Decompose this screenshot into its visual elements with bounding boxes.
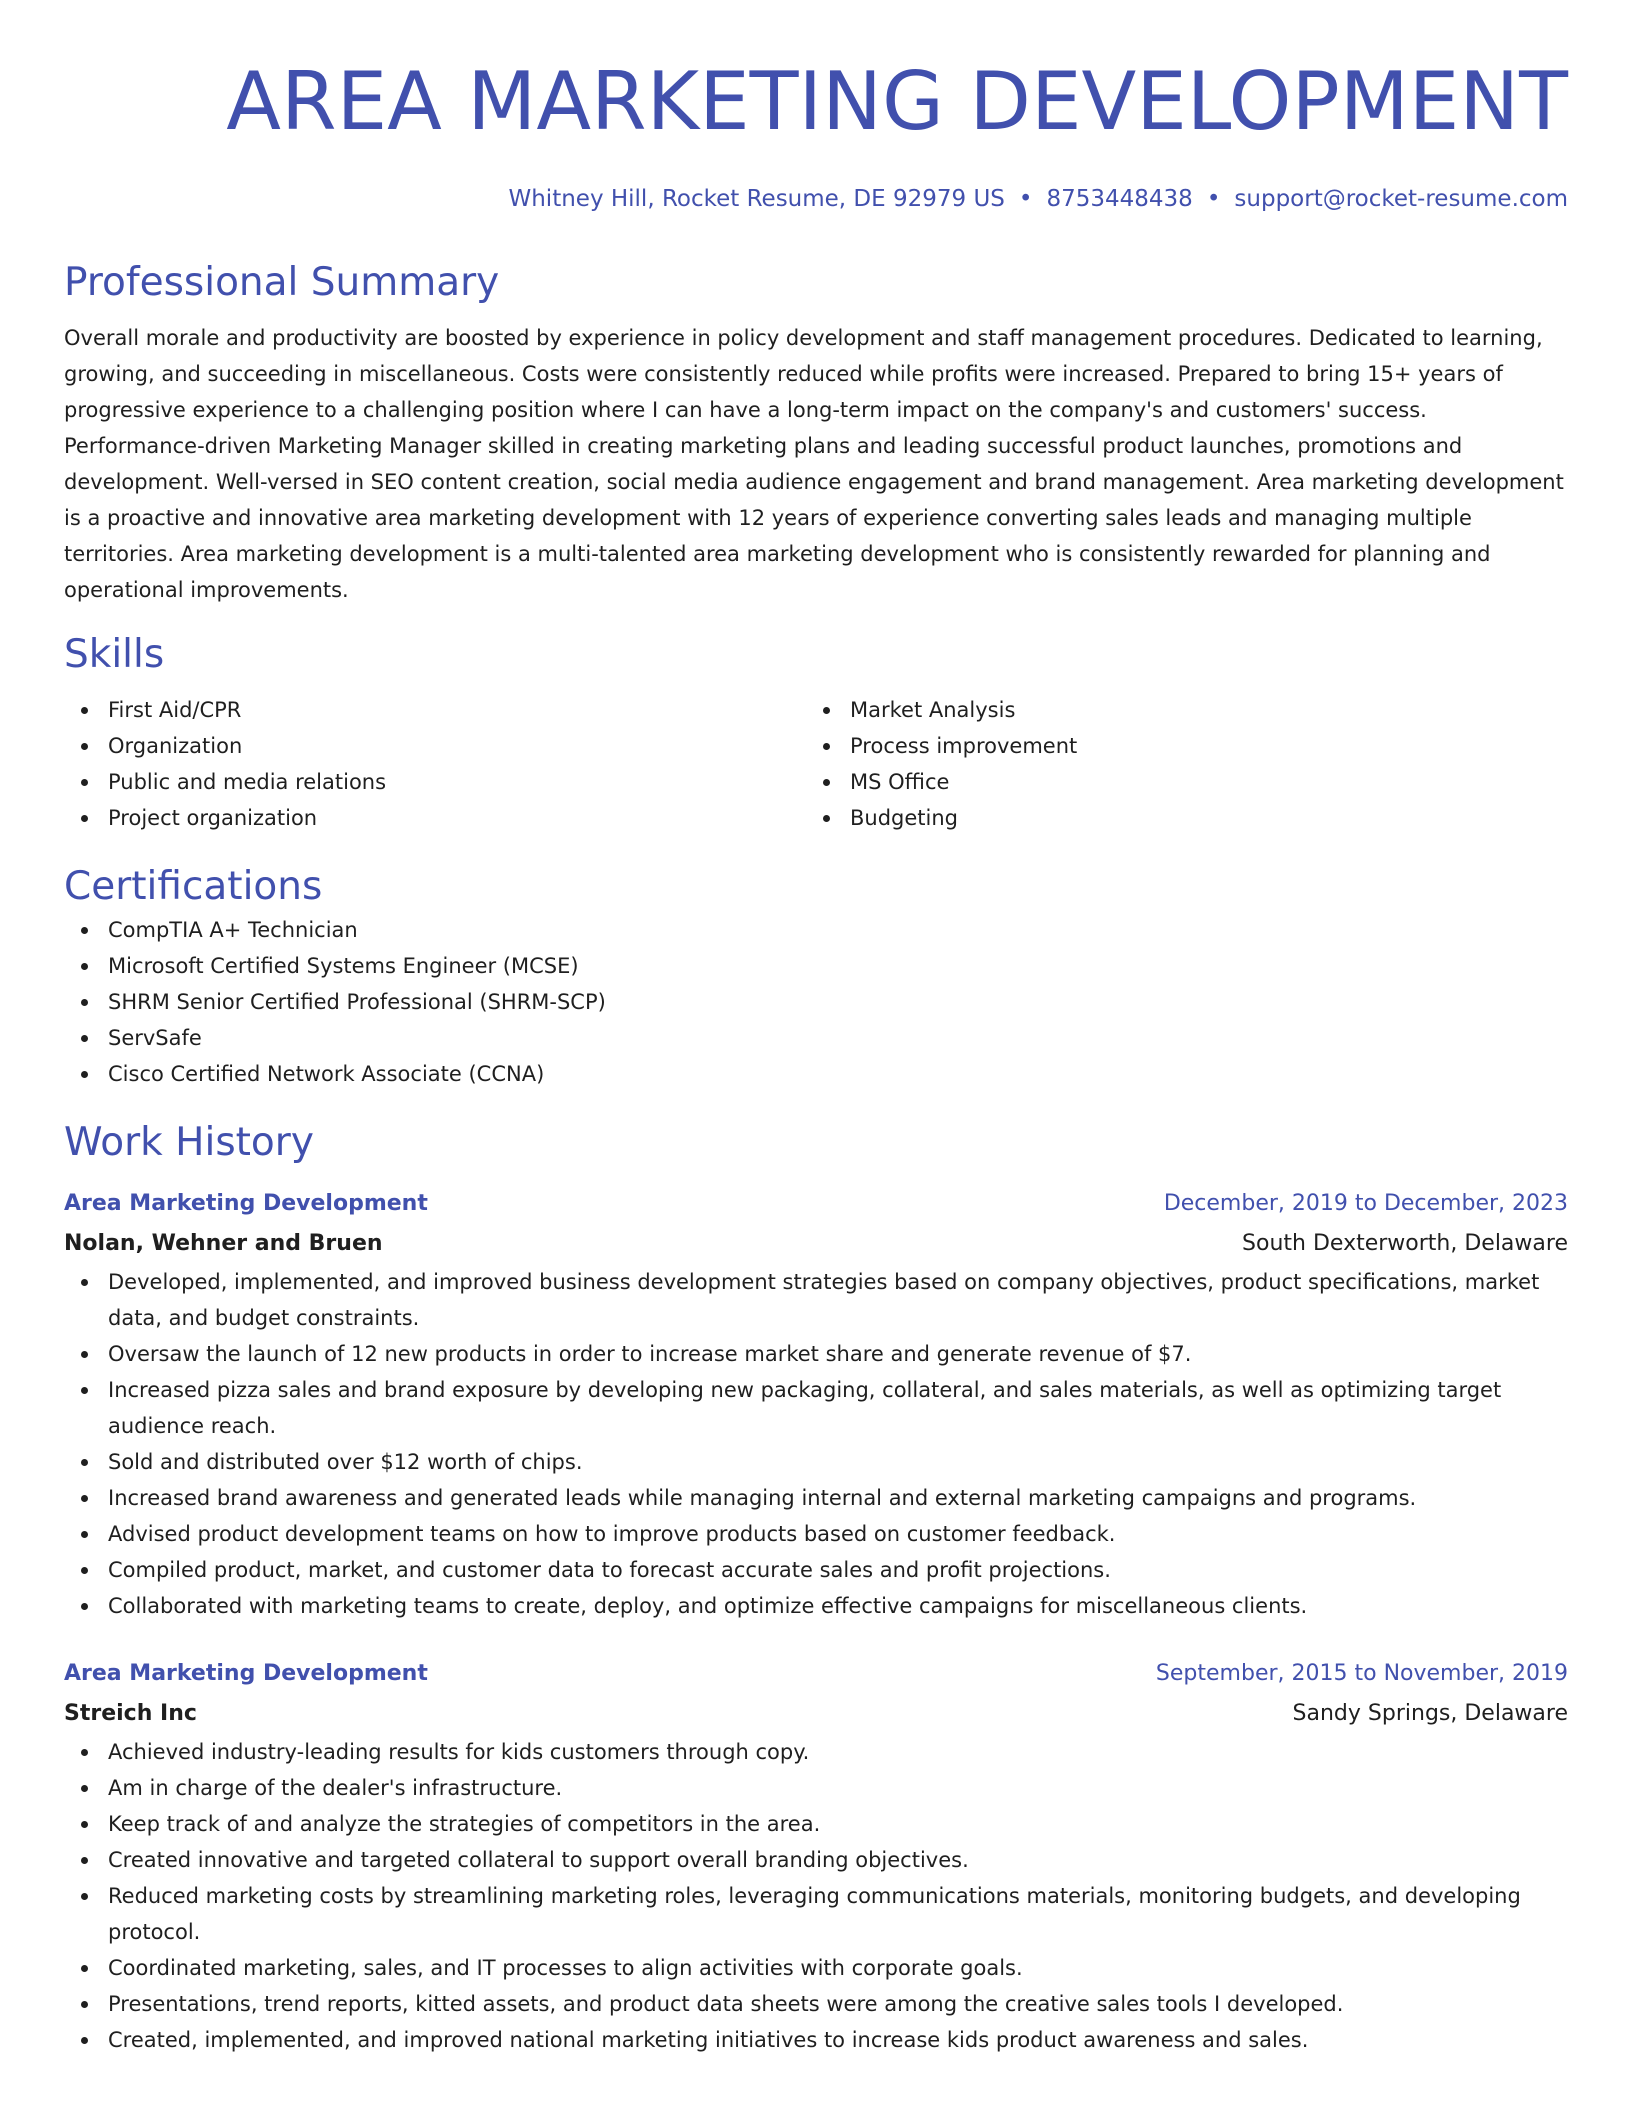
job-duty-item: Collaborated with marketing teams to create, deploy, and optimize effective campaigns for miscellaneous clients. (108, 1588, 1568, 1624)
job-duty-item: Created innovative and targeted collateral to support overall branding objectives. (108, 1842, 1568, 1878)
resume-header (64, 0, 1568, 216)
job-duty-item: Reduced marketing costs by streamlining marketing roles, leveraging communications materials, monitoring budgets, and developing protocol. (108, 1878, 1568, 1950)
job-duty-item: Compiled product, market, and customer data to forecast accurate sales and profit projections. (108, 1552, 1568, 1588)
job-company-row (64, 1694, 1568, 1734)
skill-item: First Aid/CPR (108, 692, 806, 728)
certification-item: Microsoft Certified Systems Engineer (MCSE) (108, 948, 1568, 984)
job-title: Area Marketing Development (64, 1661, 428, 1686)
job-duty-item: Presentations, trend reports, kitted assets, and product data sheets were among the creative sales tools I developed. (108, 1986, 1568, 2022)
job-title-row (64, 1184, 1568, 1224)
job-duty-item: Increased brand awareness and generated leads while managing internal and external marketing campaigns and programs. (108, 1480, 1568, 1516)
job-company: Streich Inc (64, 1701, 197, 1726)
contact-phone: 8753448438 (1046, 186, 1193, 212)
certification-item: Cisco Certified Network Associate (CCNA) (108, 1056, 1568, 1092)
contact-line (64, 182, 1568, 216)
job-location: South Dexterworth, Delaware (1242, 1231, 1568, 1256)
certification-item: ServSafe (108, 1020, 1568, 1056)
skills-list-left (64, 692, 806, 836)
job-duty-item: Developed, implemented, and improved business development strategies based on company objectives, product specifications, market data, and budget constraints. (108, 1264, 1568, 1336)
summary-text: Overall morale and productivity are boosted by experience in policy development and staff management procedures. Dedicated to learning, growing, and succeeding in miscellaneous. Costs were consistently reduced while profits were increased. Prepared to bring 15+ years of progressive experience to a challenging position where I can have a long-term impact on the company's and customers' success. Performance-driven Marketing Manager skilled in creating marketing plans and leading successful product launches, promotions and development. Well-versed in SEO content creation, social media audience engagement and brand management. Area marketing development is a proactive and innovative area marketing development with 12 years of experience converting sales leads and managing multiple territories. Area marketing development is a multi-talented area marketing development who is consistently rewarded for planning and operational improvements. (64, 326, 1564, 602)
skills-grid (64, 692, 1568, 836)
job-duty-item: Increased pizza sales and brand exposure by developing new packaging, collateral, and sales materials, as well as optimizing target audience reach. (108, 1372, 1568, 1444)
skill-item: Budgeting (850, 800, 1548, 836)
job-dates: December, 2019 to December, 2023 (1163, 1191, 1568, 1216)
work-history-heading: Work History (64, 1120, 314, 1165)
job-duty-item: Achieved industry-leading results for kids customers through copy. (108, 1734, 1568, 1770)
job-duty-item: Oversaw the launch of 12 new products in order to increase market share and generate revenue of $7. (108, 1336, 1568, 1372)
skill-item: Process improvement (850, 728, 1548, 764)
certifications-heading: Certifications (64, 864, 323, 909)
skills-column-left (64, 692, 806, 836)
job-company: Nolan, Wehner and Bruen (64, 1231, 383, 1256)
candidate-name: AREA MARKETING DEVELOPMENT (226, 55, 1568, 148)
certification-item: CompTIA A+ Technician (108, 912, 1568, 948)
skill-item: Public and media relations (108, 764, 806, 800)
contact-address: Whitney Hill, Rocket Resume, DE 92979 US (508, 186, 1005, 212)
skill-item: Market Analysis (850, 692, 1548, 728)
job-location: Sandy Springs, Delaware (1292, 1701, 1568, 1726)
job-dates: September, 2015 to November, 2019 (1155, 1661, 1568, 1686)
job-title: Area Marketing Development (64, 1191, 428, 1216)
job-duty-item: Am in charge of the dealer's infrastructure. (108, 1770, 1568, 1806)
job-duty-item: Advised product development teams on how to improve products based on customer feedback. (108, 1516, 1568, 1552)
job-title-row (64, 1654, 1568, 1694)
job-duty-item: Sold and distributed over $12 worth of chips. (108, 1444, 1568, 1480)
summary-heading: Professional Summary (64, 260, 500, 305)
job-duty-item: Keep track of and analyze the strategies of competitors in the area. (108, 1806, 1568, 1842)
job-company-row (64, 1224, 1568, 1264)
skills-list-right (806, 692, 1548, 836)
job-duty-item: Coordinated marketing, sales, and IT processes to align activities with corporate goals. (108, 1950, 1568, 1986)
contact-email: support@rocket-resume.com (1234, 186, 1568, 212)
skill-item: MS Office (850, 764, 1548, 800)
job-duties-list (64, 1734, 1568, 2058)
job-duties-list (64, 1264, 1568, 1624)
job-entry (64, 1184, 1568, 1624)
job-duty-item: Created, implemented, and improved national marketing initiatives to increase kids product awareness and sales. (108, 2022, 1568, 2058)
contact-separator: • (1206, 186, 1221, 212)
skill-item: Organization (108, 728, 806, 764)
job-entry (64, 1654, 1568, 2058)
skills-heading: Skills (64, 632, 165, 677)
skill-item: Project organization (108, 800, 806, 836)
certifications-list (64, 912, 1568, 1092)
contact-separator: • (1018, 186, 1033, 212)
skills-column-right (806, 692, 1548, 836)
certification-item: SHRM Senior Certified Professional (SHRM-SCP) (108, 984, 1568, 1020)
